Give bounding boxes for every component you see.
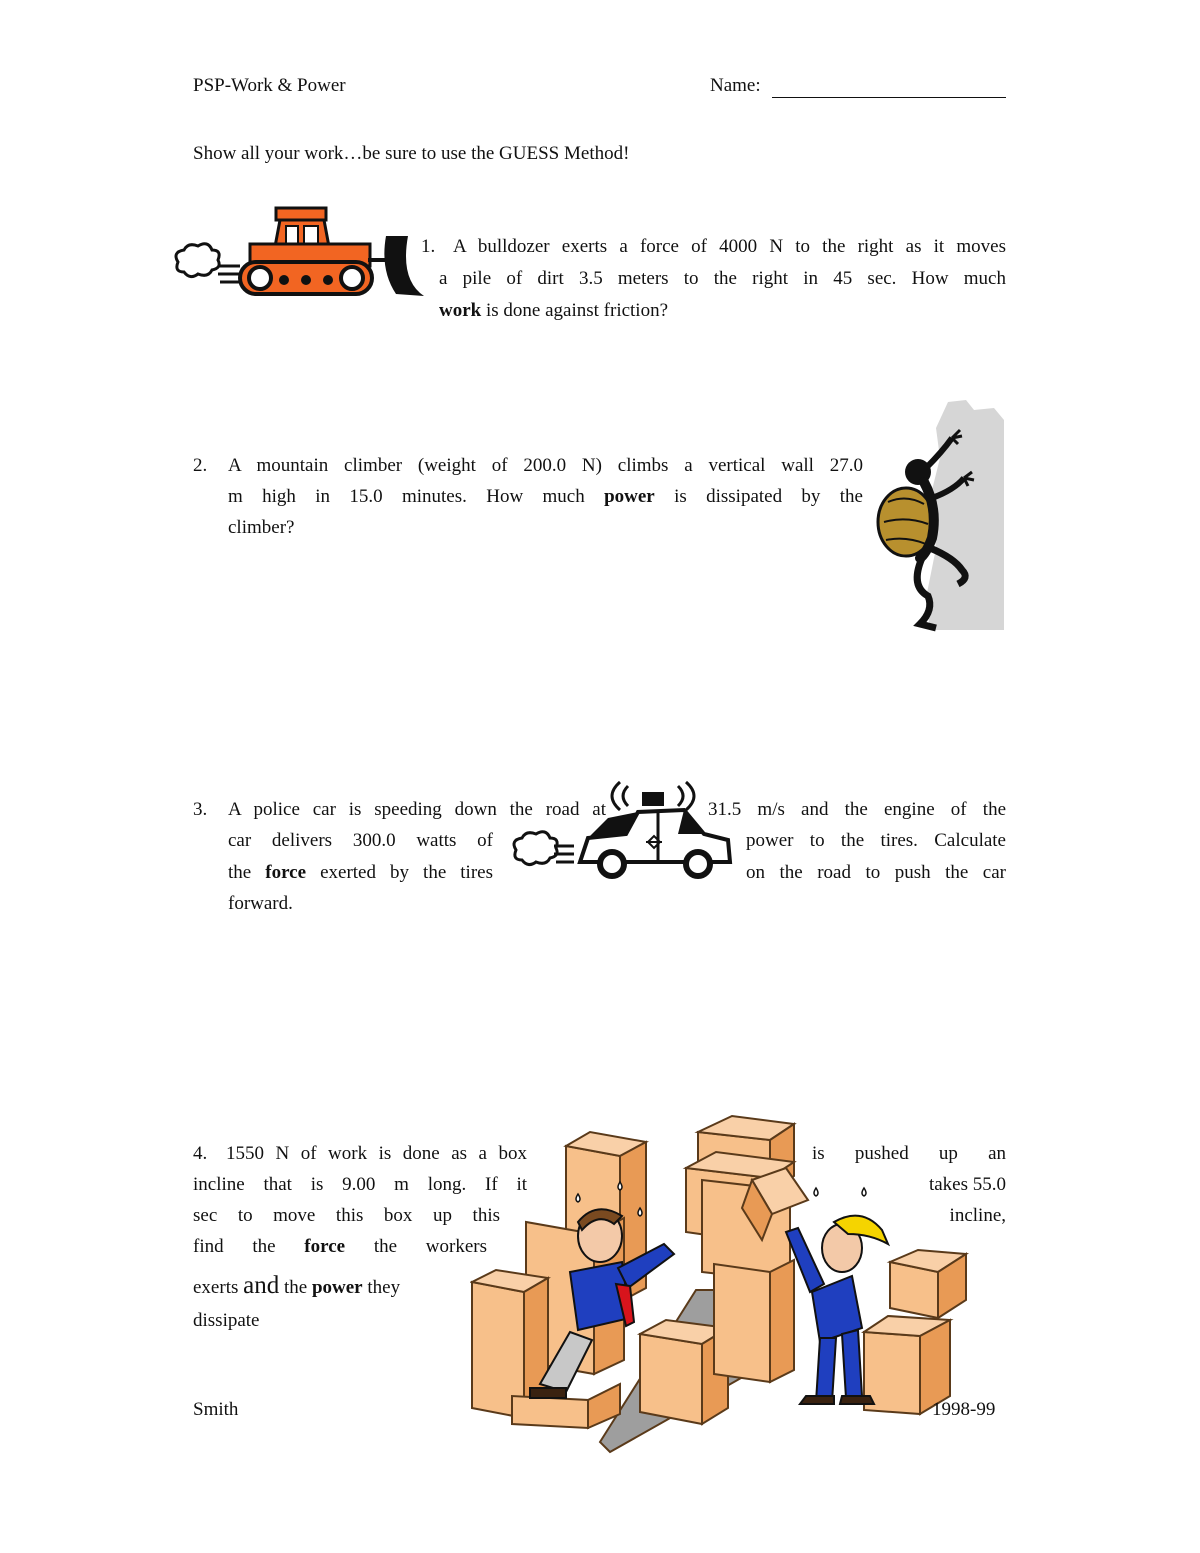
q2-line-3: climber? xyxy=(228,517,295,538)
q4-line-3-left: sec to move this box up this xyxy=(193,1205,500,1226)
q1-line-1: A bulldozer exerts a force of 4000 N to the right as it moves xyxy=(453,236,1006,257)
q4-line-5 xyxy=(193,1270,400,1303)
q3-line-2-right: power to the tires. Calculate xyxy=(746,830,1006,851)
q1-number: 1. xyxy=(421,236,436,257)
q3-number: 3. xyxy=(193,799,208,820)
q2-line-2-post: is dissipated by the xyxy=(654,486,863,507)
q3-line-3-pre: the xyxy=(228,862,266,883)
q2-number: 2. xyxy=(193,455,208,476)
q3-line-2-left: car delivers 300.0 watts of xyxy=(228,830,493,851)
q3-line-3-right: on the road to push the car xyxy=(746,862,1006,883)
footer-author: Smith xyxy=(193,1399,239,1420)
q4-keyword-force: force xyxy=(304,1236,346,1257)
bulldozer-illustration xyxy=(168,200,428,305)
q4-line-2-left: incline that is 9.00 m long. If it xyxy=(193,1174,527,1195)
q1-line-2: a pile of dirt 3.5 meters to the right in 45 sec. How much xyxy=(439,268,1006,289)
q2-line-2-pre: m high in 15.0 minutes. How much xyxy=(228,486,605,507)
q4-line-5-post: they xyxy=(362,1277,401,1298)
q4-line-5-and: and xyxy=(243,1272,280,1299)
q2-keyword-power: power xyxy=(604,486,655,507)
q1-line-3 xyxy=(439,295,668,326)
q3-line-4: forward. xyxy=(228,893,293,914)
q4-line-1-right: is pushed up an xyxy=(812,1143,1006,1164)
q3-keyword-force: force xyxy=(265,862,307,883)
q4-line-2-right: takes 55.0 xyxy=(928,1174,1006,1195)
q4-line-4 xyxy=(193,1231,487,1262)
q2-line-2 xyxy=(228,481,863,512)
q4-line-5-mid: the xyxy=(279,1277,312,1298)
instructions: Show all your work…be sure to use the GUESS Method! xyxy=(193,143,630,164)
q3-line-3-post: exerted by the tires xyxy=(306,862,493,883)
q2-line-1: A mountain climber (weight of 200.0 N) climbs a vertical wall 27.0 xyxy=(228,455,863,476)
worksheet-title: PSP-Work & Power xyxy=(193,75,346,96)
q1-keyword-work: work xyxy=(439,300,482,321)
q3-line-1-left: A police car is speeding down the road at xyxy=(228,799,606,820)
q4-line-3-right: incline, xyxy=(949,1205,1006,1226)
boxes-workers-illustration xyxy=(470,1112,970,1456)
q4-line-1-left: 1550 N of work is done as a box xyxy=(226,1143,527,1164)
q3-line-1-right: 31.5 m/s and the engine of the xyxy=(708,799,1006,820)
q4-keyword-power: power xyxy=(311,1277,363,1298)
q4-number: 4. xyxy=(193,1143,208,1164)
name-label: Name: xyxy=(710,75,761,96)
q4-line-4-post: the workers xyxy=(345,1236,487,1257)
q4-line-5-pre: exerts xyxy=(193,1277,244,1298)
police-car-illustration xyxy=(508,778,736,882)
q4-line-6: dissipate xyxy=(193,1310,260,1331)
q3-line-3-left xyxy=(228,857,493,888)
footer-year: 1998-99 xyxy=(932,1399,996,1420)
climber-illustration xyxy=(870,398,1010,634)
name-field[interactable] xyxy=(772,75,1006,98)
q1-line-3-rest: is done against friction? xyxy=(481,300,669,321)
q4-line-4-pre: find the xyxy=(193,1236,305,1257)
